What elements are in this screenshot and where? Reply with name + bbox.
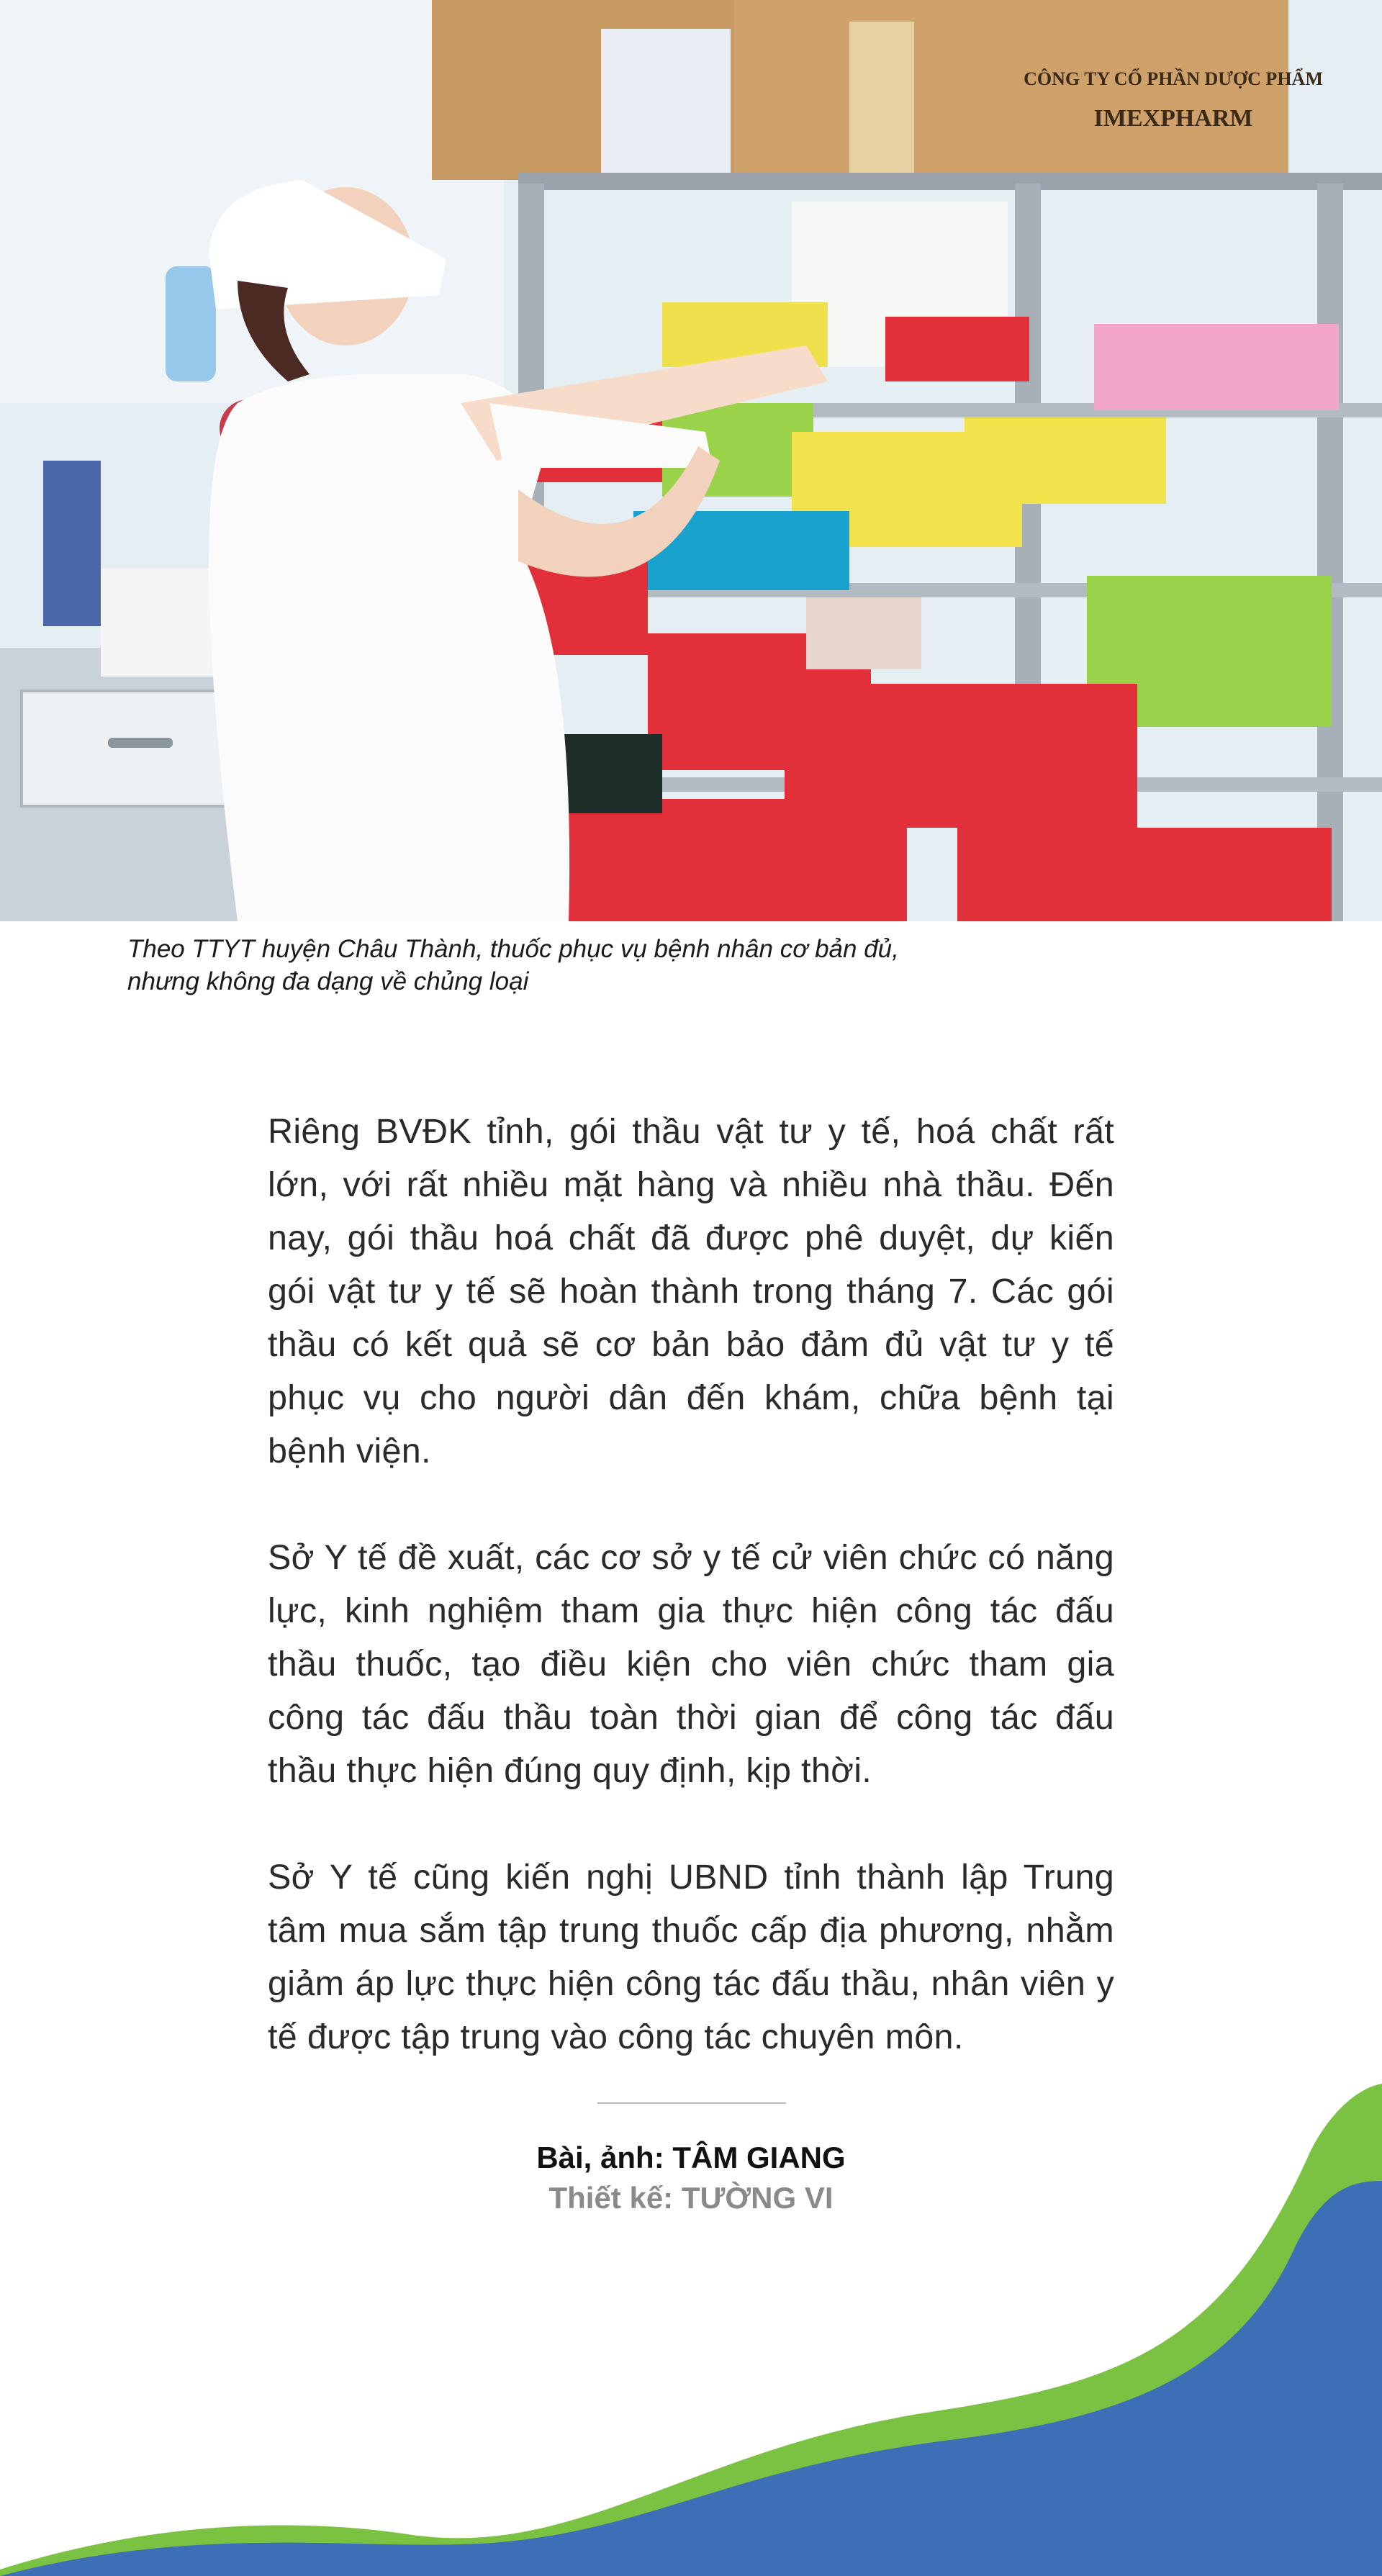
caption-line-1: Theo TTYT huyện Châu Thành, thuốc phục vụ bệnh nhân cơ bản đủ, bbox=[127, 935, 899, 963]
credit-divider bbox=[597, 2102, 786, 2104]
article-body bbox=[268, 1105, 1114, 2117]
article-paragraph-1: Riêng BVĐK tỉnh, gói thầu vật tư y tế, hoá chất rất lớn, với rất nhiều mặt hàng và nhiều nhà thầu. Đến nay, gói thầu hoá chất đã được phê duyệt, dự kiến gói vật tư y tế sẽ hoàn thành trong tháng 7. Các gói thầu có kết quả sẽ cơ bản bảo đảm đủ vật tư y tế phục vụ cho người dân đến khám, chữa bệnh tại bệnh viện. bbox=[268, 1112, 1114, 1470]
pharmacy-photo-illustration bbox=[0, 0, 1382, 921]
svg-text:IMEXPHARM: IMEXPHARM bbox=[1093, 105, 1253, 132]
article-paragraph-3: Sở Y tế cũng kiến nghị UBND tỉnh thành lập Trung tâm mua sắm tập trung thuốc cấp địa phương, nhằm giảm áp lực thực hiện công tác đấu thầu, nhân viên y tế được tập trung vào công tác chuyên môn. bbox=[268, 1858, 1114, 2056]
photo-caption bbox=[127, 933, 1279, 998]
author-credit: Bài, ảnh: TÂM GIANG bbox=[536, 2141, 846, 2174]
article-paragraph-2: Sở Y tế đề xuất, các cơ sở y tế cử viên chức có năng lực, kinh nghiệm tham gia thực hiện công tác đấu thầu thuốc, tạo điều kiện cho viên chức tham gia công tác đấu thầu toàn thời gian để công tác đấu thầu thực hiện đúng quy định, kịp thời. bbox=[268, 1538, 1114, 1790]
caption-line-2: nhưng không đa dạng về chủng loại bbox=[127, 967, 529, 995]
svg-text:CÔNG TY CỔ PHẦN DƯỢC PHẨM: CÔNG TY CỔ PHẦN DƯỢC PHẨM bbox=[1024, 68, 1323, 89]
article-photo bbox=[0, 0, 1382, 921]
design-credit: Thiết kế: TƯỜNG VI bbox=[548, 2181, 834, 2215]
